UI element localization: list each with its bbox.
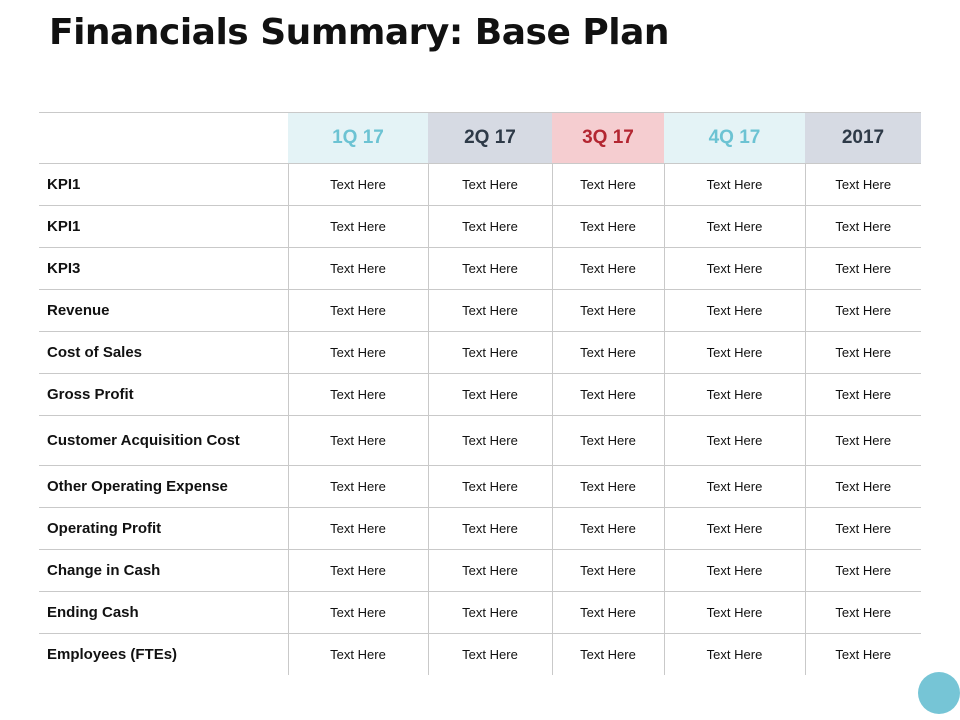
table-cell: Text Here [805, 592, 921, 634]
table-cell: Text Here [288, 374, 428, 416]
table-cell: Text Here [664, 248, 805, 290]
table-cell: Text Here [552, 466, 664, 508]
table-cell: Text Here [428, 290, 552, 332]
table-cell: Text Here [288, 416, 428, 466]
table-cell: Text Here [805, 466, 921, 508]
header-2017: 2017 [805, 113, 921, 164]
table-cell: Text Here [288, 248, 428, 290]
row-label: Customer Acquisition Cost [39, 416, 288, 466]
table-cell: Text Here [805, 416, 921, 466]
table-row [39, 248, 921, 290]
row-label: KPI1 [39, 206, 288, 248]
table-cell: Text Here [288, 634, 428, 676]
table-cell: Text Here [552, 508, 664, 550]
table-cell: Text Here [805, 248, 921, 290]
header-2q17: 2Q 17 [428, 113, 552, 164]
table-cell: Text Here [664, 466, 805, 508]
table-row [39, 416, 921, 466]
table-row [39, 206, 921, 248]
header-row [39, 113, 921, 164]
table-cell: Text Here [805, 290, 921, 332]
header-4q17: 4Q 17 [664, 113, 805, 164]
row-label: Change in Cash [39, 550, 288, 592]
header-1q17: 1Q 17 [288, 113, 428, 164]
table-cell: Text Here [664, 592, 805, 634]
table-row [39, 332, 921, 374]
table-cell: Text Here [552, 550, 664, 592]
table-row [39, 634, 921, 676]
table-cell: Text Here [428, 248, 552, 290]
table-cell: Text Here [664, 550, 805, 592]
table-cell: Text Here [664, 332, 805, 374]
table-cell: Text Here [552, 164, 664, 206]
table-cell: Text Here [428, 550, 552, 592]
decorative-circle [918, 672, 960, 714]
table-cell: Text Here [805, 206, 921, 248]
row-label: Operating Profit [39, 508, 288, 550]
table-cell: Text Here [428, 416, 552, 466]
table-cell: Text Here [288, 550, 428, 592]
table-row [39, 592, 921, 634]
table-cell: Text Here [805, 332, 921, 374]
table-cell: Text Here [428, 374, 552, 416]
table-cell: Text Here [288, 164, 428, 206]
table-cell: Text Here [664, 416, 805, 466]
table-cell: Text Here [664, 634, 805, 676]
table-row [39, 466, 921, 508]
table-cell: Text Here [552, 634, 664, 676]
header-blank-cell [39, 113, 288, 164]
table-cell: Text Here [664, 290, 805, 332]
table-cell: Text Here [288, 290, 428, 332]
table-cell: Text Here [428, 508, 552, 550]
table-cell: Text Here [805, 508, 921, 550]
table-row [39, 550, 921, 592]
table-cell: Text Here [288, 332, 428, 374]
table-cell: Text Here [664, 206, 805, 248]
table-cell: Text Here [288, 592, 428, 634]
row-label: Ending Cash [39, 592, 288, 634]
table-cell: Text Here [664, 508, 805, 550]
table-row [39, 290, 921, 332]
row-label: Employees (FTEs) [47, 646, 178, 663]
table-cell: Text Here [552, 416, 664, 466]
header-3q17: 3Q 17 [552, 113, 664, 164]
table-cell: Text Here [552, 332, 664, 374]
row-label: Gross Profit [39, 374, 288, 416]
page-title: Financials Summary: Base Plan [49, 12, 670, 53]
table-cell: Text Here [664, 164, 805, 206]
financials-table [39, 112, 921, 675]
table-cell: Text Here [428, 466, 552, 508]
table-cell: Text Here [288, 466, 428, 508]
table-cell: Text Here [428, 634, 552, 676]
table-cell: Text Here [288, 508, 428, 550]
row-label: KPI3 [39, 248, 288, 290]
table-cell: Text Here [428, 332, 552, 374]
table-cell: Text Here [805, 634, 921, 676]
row-label: Other Operating Expense [39, 466, 288, 508]
table-cell: Text Here [428, 164, 552, 206]
table-row [39, 164, 921, 206]
table-cell: Text Here [552, 248, 664, 290]
row-label: Revenue [39, 290, 288, 332]
row-label: Cost of Sales [39, 332, 288, 374]
row-label: KPI1 [39, 164, 288, 206]
table-cell: Text Here [428, 206, 552, 248]
table-cell: Text Here [552, 374, 664, 416]
table-cell: Text Here [288, 206, 428, 248]
table-cell: Text Here [552, 592, 664, 634]
table-cell: Text Here [805, 164, 921, 206]
table-cell: Text Here [552, 290, 664, 332]
table-cell: Text Here [428, 592, 552, 634]
table-row [39, 374, 921, 416]
table-cell: Text Here [805, 550, 921, 592]
table-row [39, 508, 921, 550]
table-cell: Text Here [552, 206, 664, 248]
table-cell: Text Here [805, 374, 921, 416]
table-cell: Text Here [664, 374, 805, 416]
